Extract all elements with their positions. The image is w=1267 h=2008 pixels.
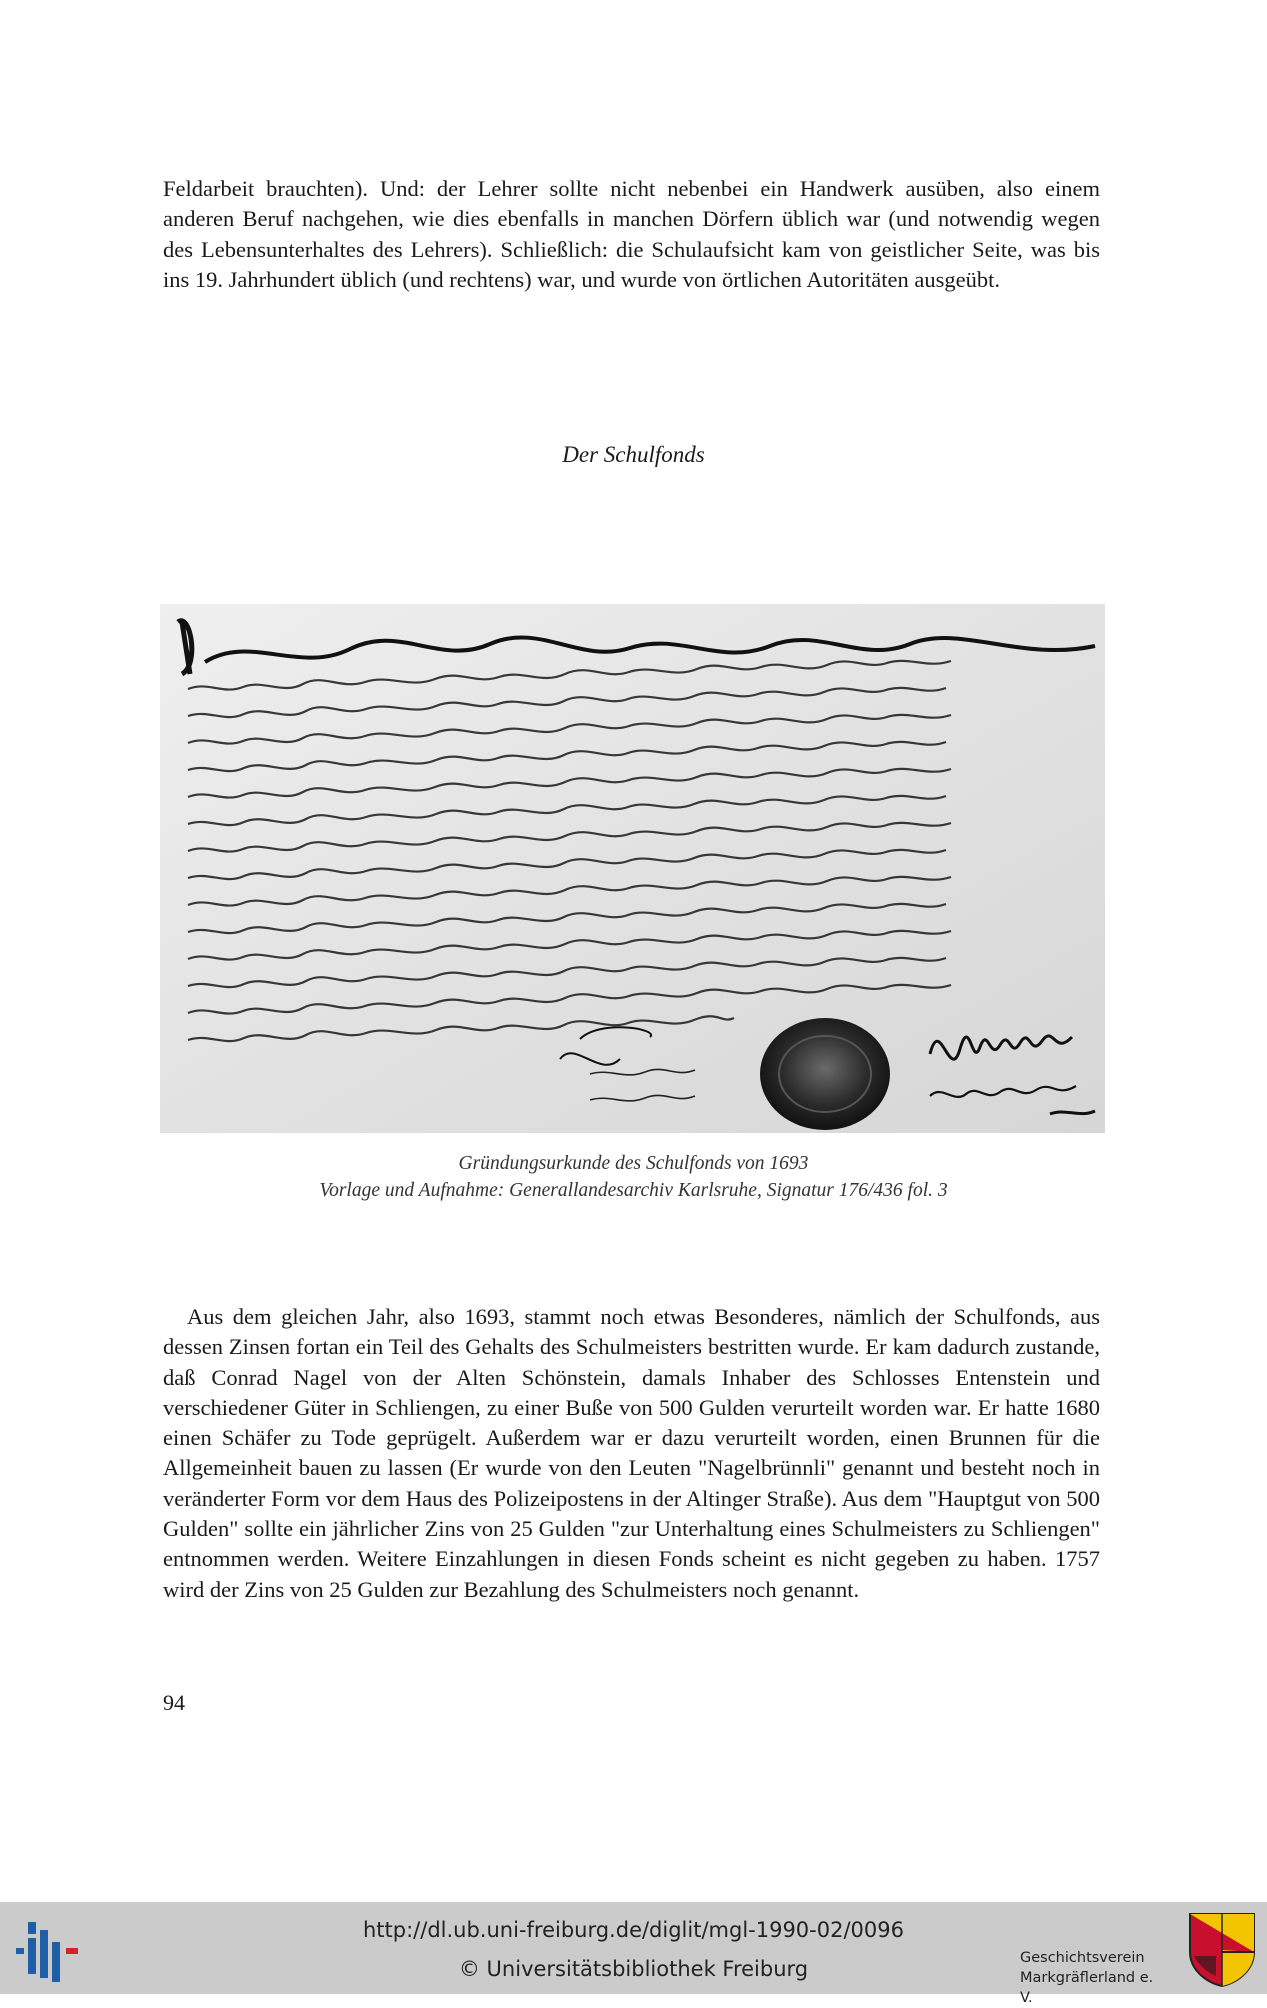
society-name-line1: Geschichtsverein [1020, 1950, 1145, 1966]
copyright-notice: © Universitätsbibliothek Freiburg [458, 1957, 809, 1981]
intro-paragraph: Feldarbeit brauchten). Und: der Lehrer sollte nicht nebenbei ein Handwerk ausüben, also einem anderen Beruf nachgehen, wie dies ebenfalls in manchen Dörfern üblich war (und notwendig wegen des Lebensunterhaltes des Lehrers). Schließlich: die Schulaufsicht kam von geistlicher Seite, was bis ins 19. Jahrhundert üblich (und rechtens) war, und wurde von örtlichen Autoritäten ausgeübt. [163, 176, 1100, 292]
society-name [1020, 1948, 1170, 2008]
handwritten-charter-scan [160, 604, 1105, 1133]
society-name-line2: Markgräflerland e. V. [1020, 1970, 1154, 2006]
figure-caption-title: Gründungsurkunde des Schulfonds von 1693 [458, 1153, 809, 1174]
page-number: 94 [163, 1690, 185, 1715]
section-heading: Der Schulfonds [562, 442, 705, 467]
viewer-footer-bar [0, 1902, 1267, 2006]
coat-of-arms-icon [1188, 1912, 1256, 1988]
document-url-link[interactable]: http://dl.ub.uni-freiburg.de/diglit/mgl-1990-02/0096 [362, 1918, 904, 1942]
figure-caption-source: Vorlage und Aufnahme: Generallandesarchiv Karlsruhe, Signatur 176/436 fol. 3 [319, 1180, 948, 1201]
document-scan-image [160, 604, 1105, 1133]
main-paragraph: Aus dem gleichen Jahr, also 1693, stammt noch etwas Besonderes, nämlich der Schulfonds, aus dessen Zinsen fortan ein Teil des Gehalts des Schulmeisters bestritten wurde. Er kam dadurch zustande, daß Conrad Nagel von der Alten Schönstein, damals Inhaber des Schlosses Entenstein und verschiedener Güter in Schliengen, zu einer Buße von 500 Gulden verurteilt worden war. Er hatte 1680 einen Schäfer zu Tode geprügelt. Außerdem war er dazu verurteilt worden, einen Brunnen für die Allgemeinheit bauen zu lassen (Er wurde von den Leuten "Nagelbrünnli" genannt und besteht noch in veränderter Form vor dem Haus des Polizeipostens in der Altinger Straße). Aus dem "Hauptgut von 500 Gulden" sollte ein jährlicher Zins von 25 Gulden "zur Unterhaltung eines Schulmeisters zu Schliengen" entnommen werden. Weitere Einzahlungen in diesen Fonds scheint es nicht gegeben zu haben. 1757 wird der Zins von 25 Gulden zur Bezahlung des Schulmeisters noch genannt. [163, 1304, 1100, 1602]
